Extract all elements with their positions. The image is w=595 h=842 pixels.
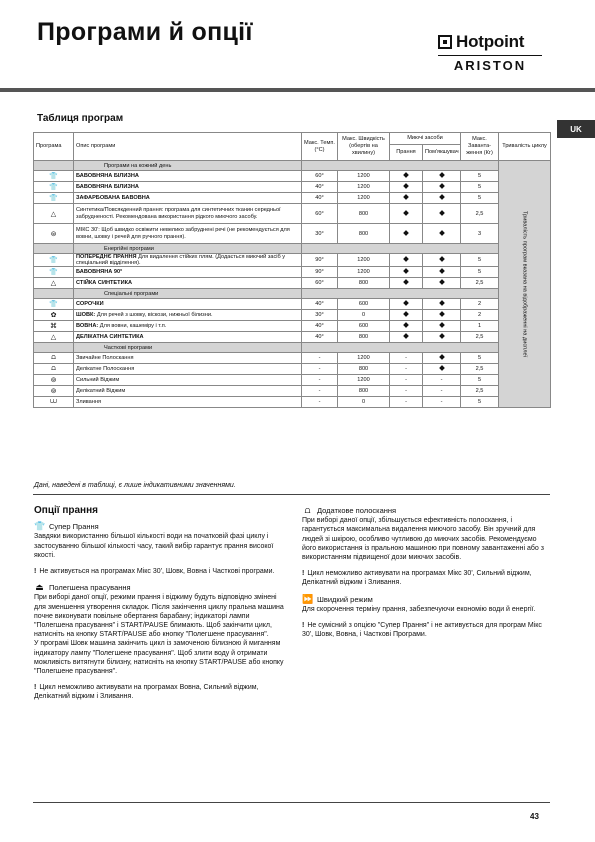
max-speed: 1200 — [338, 375, 390, 386]
program-extra: Для видалення стійких плям. (Додається миючий засіб у спеціальний відділення). — [76, 254, 286, 266]
super-wash-body: Завдяки використанню більшої кількості води на початковій фазі циклу і застосуванню більшої кількості часу, такий вибір гарантує прання високої якості. — [34, 533, 274, 559]
table-row — [34, 182, 551, 193]
table-row — [34, 332, 551, 343]
quick-icon: ⏩ — [302, 593, 314, 604]
table-row — [34, 254, 551, 267]
max-load: 5 — [461, 267, 499, 278]
conditioner-cell — [423, 182, 461, 193]
header-detergents: Миючі засоби — [390, 133, 461, 145]
program-description — [74, 353, 302, 364]
program-extra: Синтетика/Повсякденний прання: програма для синтетичних тканин середньої забрудненості. Рекомендована використання рідкого миючого засобу. — [76, 207, 281, 220]
max-speed: 800 — [338, 224, 390, 244]
easy-iron-heading: ⏏ Полегшена прасування — [35, 582, 131, 593]
program-icon: ⊜ — [34, 224, 74, 244]
warning-icon: ! — [302, 570, 305, 578]
program-name: БАВОВНЯНА БІЛИЗНА — [76, 173, 139, 179]
table-row — [34, 299, 551, 310]
conditioner-cell — [423, 332, 461, 343]
program-icon: 👕 — [34, 254, 74, 267]
max-temp: 60° — [302, 171, 338, 182]
max-temp: 40° — [302, 321, 338, 332]
extra-rinse-warning: ! Цикл неможливо активувати на програмах Мікс 30', Сильний віджим, Делікатний віджим і Зливання. — [302, 570, 532, 587]
program-description — [74, 310, 302, 321]
max-temp: - — [302, 397, 338, 408]
conditioner-cell — [423, 193, 461, 204]
duration-note: Тривалість програм вказана на відображенні на дисплеї — [521, 210, 528, 358]
program-description — [74, 386, 302, 397]
max-temp: - — [302, 353, 338, 364]
bullet-icon — [439, 279, 445, 285]
program-description — [74, 375, 302, 386]
header-max-speed: Макс. Швидкість (обертів на хвилину) — [338, 133, 390, 161]
program-name: ШОВК: — [76, 312, 96, 318]
easy-iron-body: При виборі даної опції, режими прання і віджиму будуть відповідно змінені для зменшення утворення складок. Після закінчення циклу пральна машина почне виконувати повільне обертання барабану; індикаторі лампи "Полегшена прасування" і START/PAUSE блимають. Щоб закінчити цикл, натисніть на кнопку START/PAUSE або кнопку "Полегшене прасування". — [34, 594, 284, 639]
program-icon: ⩊ — [34, 397, 74, 408]
warning-icon: ! — [302, 622, 305, 630]
max-load: 5 — [461, 375, 499, 386]
header-program: Програма — [34, 133, 74, 161]
wash-detergent-cell — [390, 204, 423, 224]
bullet-icon — [403, 194, 409, 200]
bullet-icon — [439, 333, 445, 339]
group-label: Спеціальні програми — [74, 289, 302, 299]
program-icon: 👕 — [34, 182, 74, 193]
max-temp: - — [302, 364, 338, 375]
warning-icon: ! — [34, 684, 37, 692]
table-row — [34, 375, 551, 386]
program-description — [74, 254, 302, 267]
program-description — [74, 364, 302, 375]
bullet-icon — [439, 230, 445, 236]
program-description — [74, 397, 302, 408]
program-description — [74, 171, 302, 182]
program-icon: 👕 — [34, 193, 74, 204]
program-extra: Делікатний Віджим — [76, 388, 126, 394]
bullet-icon — [403, 333, 409, 339]
extra-rinse-heading: ⩍ Додаткове полоскання — [302, 506, 552, 515]
bullet-icon — [439, 210, 445, 216]
wash-detergent-cell — [390, 224, 423, 244]
max-speed: 800 — [338, 278, 390, 289]
table-row — [34, 386, 551, 397]
max-load: 3 — [461, 224, 499, 244]
max-temp: 90° — [302, 267, 338, 278]
max-speed: 800 — [338, 364, 390, 375]
header-wash: Прання — [390, 145, 423, 161]
max-load: 2 — [461, 299, 499, 310]
program-description — [74, 204, 302, 224]
max-load: 2 — [461, 310, 499, 321]
bullet-icon — [403, 300, 409, 306]
page-title: Програми й опції — [37, 18, 253, 46]
table-row — [34, 171, 551, 182]
group-label: Програми на кожний день — [74, 161, 302, 171]
shirt-icon: 👕 — [34, 521, 46, 532]
bullet-icon — [439, 311, 445, 317]
bullet-icon — [403, 256, 409, 262]
wash-detergent-cell: - — [390, 364, 423, 375]
header-max-temp: Макс. Темп. (°C) — [302, 133, 338, 161]
program-description — [74, 224, 302, 244]
max-load: 2,5 — [461, 332, 499, 343]
wash-detergent-cell — [390, 171, 423, 182]
table-section-title: Таблиця програм — [37, 113, 124, 124]
max-temp: 40° — [302, 299, 338, 310]
program-extra: Звичайне Полоскання — [76, 355, 134, 361]
bullet-icon — [439, 365, 445, 371]
bullet-icon — [403, 210, 409, 216]
max-load: 2,5 — [461, 364, 499, 375]
max-temp: - — [302, 375, 338, 386]
program-icon: 👕 — [34, 171, 74, 182]
conditioner-cell — [423, 224, 461, 244]
max-temp: 60° — [302, 278, 338, 289]
header-description: Опис програми — [74, 133, 302, 161]
wash-detergent-cell: - — [390, 397, 423, 408]
max-speed: 600 — [338, 321, 390, 332]
table-row — [34, 310, 551, 321]
program-icon: △ — [34, 204, 74, 224]
iron-icon: ⏏ — [35, 582, 44, 593]
wash-detergent-cell — [390, 182, 423, 193]
easy-iron-body-silk: У програмі Шовк машина закінчить цикл із замоченою білизною й миганням індикатору лампу "Полегшене прасування". Щоб злити воду й отримати можливість витягнути білизну, натисніть на кнопку START/PAUSE або кнопку "Полегшене прасування". — [34, 640, 284, 676]
max-load: 5 — [461, 182, 499, 193]
bullet-icon — [439, 322, 445, 328]
conditioner-cell — [423, 171, 461, 182]
max-temp: 40° — [302, 193, 338, 204]
super-wash-warning: ! Не активується на програмах Мікс 30', Шовк, Вовна і Часткові програми. — [34, 568, 275, 576]
wash-detergent-cell — [390, 193, 423, 204]
group-label: Часткові програми — [74, 343, 302, 353]
max-load: 5 — [461, 254, 499, 267]
options-left-column — [34, 506, 284, 709]
table-note: Дані, наведені в таблиці, є лише індикативними значеннями. — [34, 482, 236, 489]
table-row — [34, 397, 551, 408]
max-temp: 30° — [302, 224, 338, 244]
table-row — [34, 364, 551, 375]
max-speed: 800 — [338, 204, 390, 224]
wash-detergent-cell: - — [390, 353, 423, 364]
max-speed: 1200 — [338, 254, 390, 267]
warning-icon: ! — [34, 568, 37, 576]
program-icon: ✿ — [34, 310, 74, 321]
program-name: СТІЙКА СИНТЕТИКА — [76, 280, 133, 286]
wash-detergent-cell — [390, 267, 423, 278]
bullet-icon — [403, 322, 409, 328]
program-description — [74, 278, 302, 289]
conditioner-cell — [423, 267, 461, 278]
conditioner-cell — [423, 278, 461, 289]
program-icon: 👕 — [34, 299, 74, 310]
group-label: Енергійні програми — [74, 244, 302, 254]
hotpoint-logo-icon — [438, 35, 452, 49]
program-icon: ⊚ — [34, 375, 74, 386]
rinse-icon: ⩍ — [304, 505, 311, 515]
table-row — [34, 353, 551, 364]
max-temp: 40° — [302, 332, 338, 343]
program-name: ПОПЕРЕДНЄ ПРАННЯ — [76, 254, 137, 260]
program-name: ВОВНА: — [76, 323, 99, 329]
program-description — [74, 193, 302, 204]
max-speed: 1200 — [338, 353, 390, 364]
max-speed: 0 — [338, 397, 390, 408]
table-row — [34, 321, 551, 332]
program-icon: ⩍ — [34, 364, 74, 375]
header-conditioner: Пом'якшувач — [423, 145, 461, 161]
program-icon: ⩍ — [34, 353, 74, 364]
program-description — [74, 299, 302, 310]
max-temp: 90° — [302, 254, 338, 267]
conditioner-cell — [423, 204, 461, 224]
table-group-row — [34, 161, 551, 171]
quick-mode-heading: ⏩ Швидкий режим — [302, 593, 373, 604]
wash-detergent-cell — [390, 254, 423, 267]
program-name: БАВОВНЯНА 90° — [76, 269, 123, 275]
program-icon: △ — [34, 278, 74, 289]
max-speed: 800 — [338, 386, 390, 397]
max-load: 2,5 — [461, 204, 499, 224]
program-table — [33, 132, 551, 408]
bullet-icon — [439, 183, 445, 189]
program-description — [74, 321, 302, 332]
duration-note-cell — [499, 161, 551, 408]
header-duration: Тривалість циклу — [499, 133, 551, 161]
program-description — [74, 332, 302, 343]
max-speed: 800 — [338, 332, 390, 343]
quick-mode-body: Для скорочення терміну прання, забезпечуючи економію води й енергії. — [302, 605, 536, 613]
table-row — [34, 224, 551, 244]
table-row — [34, 278, 551, 289]
header-max-load: Макс. Заванта-ження (Кг) — [461, 133, 499, 161]
max-load: 2,5 — [461, 278, 499, 289]
program-name: ЗАФАРБОВАНА БАВОВНА — [76, 195, 150, 201]
bullet-icon — [439, 268, 445, 274]
max-speed: 1200 — [338, 267, 390, 278]
program-description — [74, 182, 302, 193]
brand-ariston: ARISTON — [453, 58, 527, 73]
options-title: Опції прання — [34, 505, 98, 516]
table-row — [34, 204, 551, 224]
program-description — [74, 267, 302, 278]
bullet-icon — [403, 230, 409, 236]
program-name: ДЕЛІКАТНА СИНТЕТИКА — [76, 334, 144, 340]
max-speed: 600 — [338, 299, 390, 310]
bullet-icon — [439, 256, 445, 262]
program-icon: ⌘ — [34, 321, 74, 332]
max-temp: 40° — [302, 182, 338, 193]
program-icon: ⊚ — [34, 386, 74, 397]
table-row — [34, 193, 551, 204]
max-speed: 1200 — [338, 182, 390, 193]
conditioner-cell: - — [423, 397, 461, 408]
quick-mode-warning: ! Не сумісний з опцією "Супер Прання" і не активується для програм Мікс 30', Шовк, Вовна, і Часткові Програми. — [302, 622, 542, 639]
bullet-icon — [439, 172, 445, 178]
bullet-icon — [439, 300, 445, 306]
program-icon: 👕 — [34, 267, 74, 278]
wash-detergent-cell: - — [390, 375, 423, 386]
program-extra: Делікатне Полоскання — [76, 366, 135, 372]
max-load: 5 — [461, 193, 499, 204]
conditioner-cell — [423, 364, 461, 375]
brand-hotpoint: Hotpoint — [456, 32, 525, 51]
conditioner-cell: - — [423, 375, 461, 386]
max-load: 5 — [461, 171, 499, 182]
conditioner-cell — [423, 254, 461, 267]
max-speed: 1200 — [338, 171, 390, 182]
max-speed: 1200 — [338, 193, 390, 204]
bullet-icon — [403, 279, 409, 285]
conditioner-cell: - — [423, 386, 461, 397]
page-number: 43 — [530, 812, 539, 821]
conditioner-cell — [423, 353, 461, 364]
table-row — [34, 267, 551, 278]
conditioner-cell — [423, 321, 461, 332]
wash-detergent-cell — [390, 310, 423, 321]
max-load: 1 — [461, 321, 499, 332]
language-tab: UK — [557, 120, 595, 138]
brand-logo — [438, 32, 542, 73]
max-speed: 0 — [338, 310, 390, 321]
bullet-icon — [403, 183, 409, 189]
max-temp: - — [302, 386, 338, 397]
extra-rinse-body: При виборі даної опції, збільшується ефективність полоскання, і гарантується максимальна видалення миючого засобу. Він зручний для людей зі шкірою, особливо чутливою до миючих засобів. Рекомендуємо його використання із пральною машиною при повному завантаженні або з використанням підвищеної дози миючих засобів. — [302, 517, 544, 562]
table-group-row — [34, 343, 551, 353]
bullet-icon — [439, 194, 445, 200]
program-extra: Для вовни, кашеміру і т.п. — [99, 323, 167, 329]
wash-detergent-cell: - — [390, 386, 423, 397]
max-load: 5 — [461, 397, 499, 408]
program-extra: МІКС 30': Щоб швидко освіжити невелико забруднені речі (не рекомендується для вовни, шовку і речей для ручного прання). — [76, 227, 290, 240]
table-group-row — [34, 244, 551, 254]
max-load: 5 — [461, 353, 499, 364]
wash-detergent-cell — [390, 332, 423, 343]
header-bar — [0, 88, 595, 92]
easy-iron-warning: ! Цикл неможливо активувати на програмах Вовна, Сильний віджим, Делікатний віджим і Зливання. — [34, 684, 259, 701]
super-wash-heading: 👕 Супер Прання — [34, 521, 99, 532]
max-temp: 30° — [302, 310, 338, 321]
program-extra: Зливання — [76, 399, 101, 405]
wash-detergent-cell — [390, 299, 423, 310]
options-right-column — [302, 506, 552, 646]
table-group-row — [34, 289, 551, 299]
program-name: СОРОЧКИ — [76, 301, 104, 307]
conditioner-cell — [423, 310, 461, 321]
divider — [33, 494, 550, 495]
program-extra: Для речей з шовку, віскози, нижньої білизни. — [96, 312, 213, 318]
program-name: БАВОВНЯНА БІЛИЗНА — [76, 184, 139, 190]
bullet-icon — [403, 311, 409, 317]
wash-detergent-cell — [390, 321, 423, 332]
footer-rule — [33, 802, 550, 803]
conditioner-cell — [423, 299, 461, 310]
program-icon: △ — [34, 332, 74, 343]
bullet-icon — [403, 268, 409, 274]
bullet-icon — [439, 354, 445, 360]
program-extra: Сильний Віджим — [76, 377, 120, 383]
wash-detergent-cell — [390, 278, 423, 289]
max-temp: 60° — [302, 204, 338, 224]
max-load: 2,5 — [461, 386, 499, 397]
bullet-icon — [403, 172, 409, 178]
